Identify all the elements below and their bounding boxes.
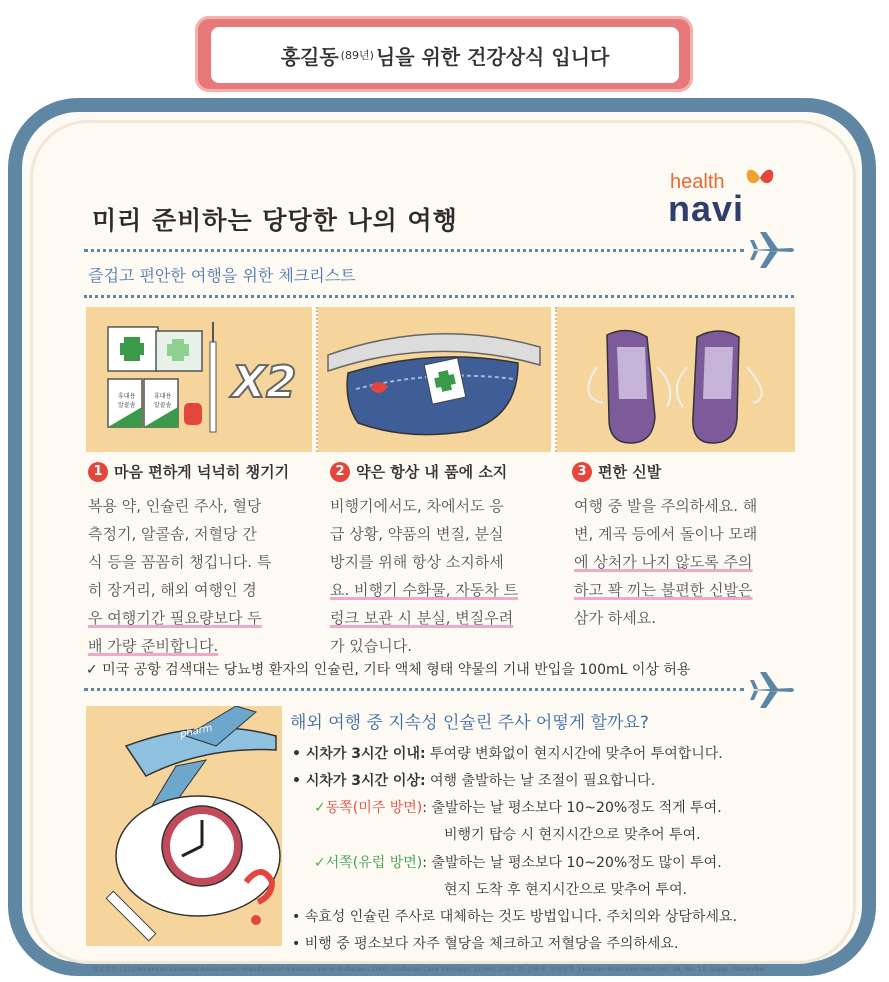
- item-body-line: 삼가 하세요.: [574, 609, 656, 627]
- west-line-2: 현지 도착 후 현지시간으로 맞추어 투여.: [444, 882, 688, 898]
- butterfly-icon: [744, 164, 776, 192]
- subtitle: 즐겁고 편안한 여행을 위한 체크리스트: [88, 266, 356, 285]
- item-number: 2: [330, 462, 350, 482]
- waist-pouch-illustration: [318, 307, 551, 452]
- insulin-illustration-panel: [86, 706, 282, 946]
- patient-name: 홍길동: [280, 44, 339, 69]
- item-body-line: 히 장거리, 해외 여행인 경: [88, 581, 257, 599]
- header-banner-text: [211, 27, 679, 83]
- bullet-text: 여행 출발하는 날 조절이 필요합니다.: [430, 773, 656, 789]
- item-body-line: 여행 중 발을 주의하세요. 해: [574, 497, 758, 515]
- item-heading-text: 마음 편하게 넉넉히 챙기기: [114, 463, 290, 481]
- airplane-icon: [748, 230, 796, 270]
- check-icon: ✓: [314, 855, 326, 871]
- bullet-label: • 시차가 3시간 이내:: [292, 746, 426, 762]
- item-number: 3: [572, 462, 592, 482]
- east-line-1: : 출발하는 날 평소보다 10~20%정도 적게 투여.: [422, 800, 722, 816]
- multiplier-text: X2: [232, 357, 297, 408]
- insulin-bullet-4: • 비행 중 평소보다 자주 혈당을 체크하고 저혈당을 주의하세요.: [292, 936, 679, 952]
- panel-shoes: [557, 307, 795, 452]
- east-direction-line: [314, 797, 722, 817]
- bullet-label: • 시차가 3시간 이상:: [292, 773, 426, 789]
- plane-label: pharm: [179, 722, 214, 741]
- banner-message: 님을 위한 건강상식 입니다: [375, 44, 610, 69]
- insulin-section-title: 해외 여행 중 지속성 인슐린 주사 어떻게 할까요?: [290, 713, 649, 733]
- west-direction-line: [314, 852, 722, 872]
- item-body: [574, 492, 796, 632]
- panel-pouch: [318, 307, 551, 452]
- page-title: 미리 준비하는 당당한 나의 여행: [92, 206, 458, 235]
- panel-medicine: [86, 307, 312, 452]
- item-body-line: 식 등을 꼼꼼히 챙깁니다. 특: [88, 553, 272, 571]
- insulin-bullet-1: [292, 743, 723, 763]
- item-body-line: 측정기, 알콜솜, 저혈당 간: [88, 525, 257, 543]
- divider: [84, 249, 744, 252]
- item-heading: [572, 461, 661, 482]
- item-body-line: 급 상황, 약품의 변질, 분실: [330, 525, 504, 543]
- item-body-line: 렁크 보관 시 분실, 변질우려: [330, 609, 514, 627]
- item-heading-text: 약은 항상 내 품에 소지: [356, 463, 508, 481]
- item-body-line: 방지를 위해 항상 소지하세: [330, 553, 504, 571]
- insulin-bullet-2: [292, 770, 655, 790]
- item-body-line: 우 여행기간 필요량보다 두: [88, 609, 262, 627]
- item-body-line: 비행기에서도, 차에서도 응: [330, 497, 504, 515]
- item-body-line: 배 가량 준비합니다.: [88, 637, 219, 655]
- item-number: 1: [88, 462, 108, 482]
- sneakers-illustration: [557, 307, 795, 452]
- plane-clock-illustration: [86, 706, 282, 946]
- item-body: [88, 492, 310, 660]
- item-body-line: 변, 계곡 등에서 돌이나 모래: [574, 525, 758, 543]
- insulin-bullet-3: • 속효성 인슐린 주사로 대체하는 것도 방법입니다. 주치의와 상담하세요.: [292, 909, 737, 925]
- bullet-text: 투여량 변화없이 현지시간에 맞추어 투여합니다.: [430, 746, 723, 762]
- airplane-icon: [748, 670, 796, 710]
- item-body-line: 가 있습니다.: [330, 637, 412, 655]
- item-heading: [330, 461, 507, 482]
- east-line-2: 비행기 탑승 시 현지시간으로 맞추어 투여.: [444, 827, 701, 843]
- item-heading-text: 편한 신발: [598, 463, 662, 481]
- item-body-line: 하고 꽉 끼는 불편한 신발은: [574, 581, 753, 599]
- item-heading: [88, 461, 289, 482]
- alcohol-pad-tag: 휴대용 알콜솜: [154, 393, 172, 409]
- references: 참고문헌 : 1) CAmerican Diabetes Association: Standards of medical care in diabetes—2007. Diabetes Care 30(Suppl. 1):S60, 2007 2) 김영재. 여행의학. J Korean Acad Fam Med. Vol. 28, No. 11, Suppl. November: [92, 965, 767, 973]
- west-label: 서쪽(유럽 방면): [325, 855, 423, 871]
- logo-navi: navi: [668, 188, 745, 229]
- east-label: 동쪽(미주 방면): [325, 800, 423, 816]
- item-body-line: 에 상처가 나지 않도록 주의: [574, 553, 753, 571]
- item-body-line: 요. 비행기 수화물, 자동차 트: [330, 581, 518, 599]
- check-icon: ✓: [314, 800, 326, 816]
- item-body: [330, 492, 552, 660]
- divider: [84, 688, 744, 691]
- item-body-line: 복용 약, 인슐린 주사, 혈당: [88, 497, 262, 515]
- divider: [84, 295, 794, 298]
- logo-health: health: [670, 171, 725, 193]
- alcohol-pad-tag: 휴대용 알콜솜: [118, 393, 136, 409]
- patient-birth: (89년): [340, 49, 374, 62]
- west-line-1: : 출발하는 날 평소보다 10~20%정도 많이 투여.: [422, 855, 722, 871]
- airport-note: ✓ 미국 공항 검색대는 당뇨병 환자의 인슐린, 기타 액체 형태 약물의 기내 반입을 100mL 이상 허용: [86, 662, 691, 678]
